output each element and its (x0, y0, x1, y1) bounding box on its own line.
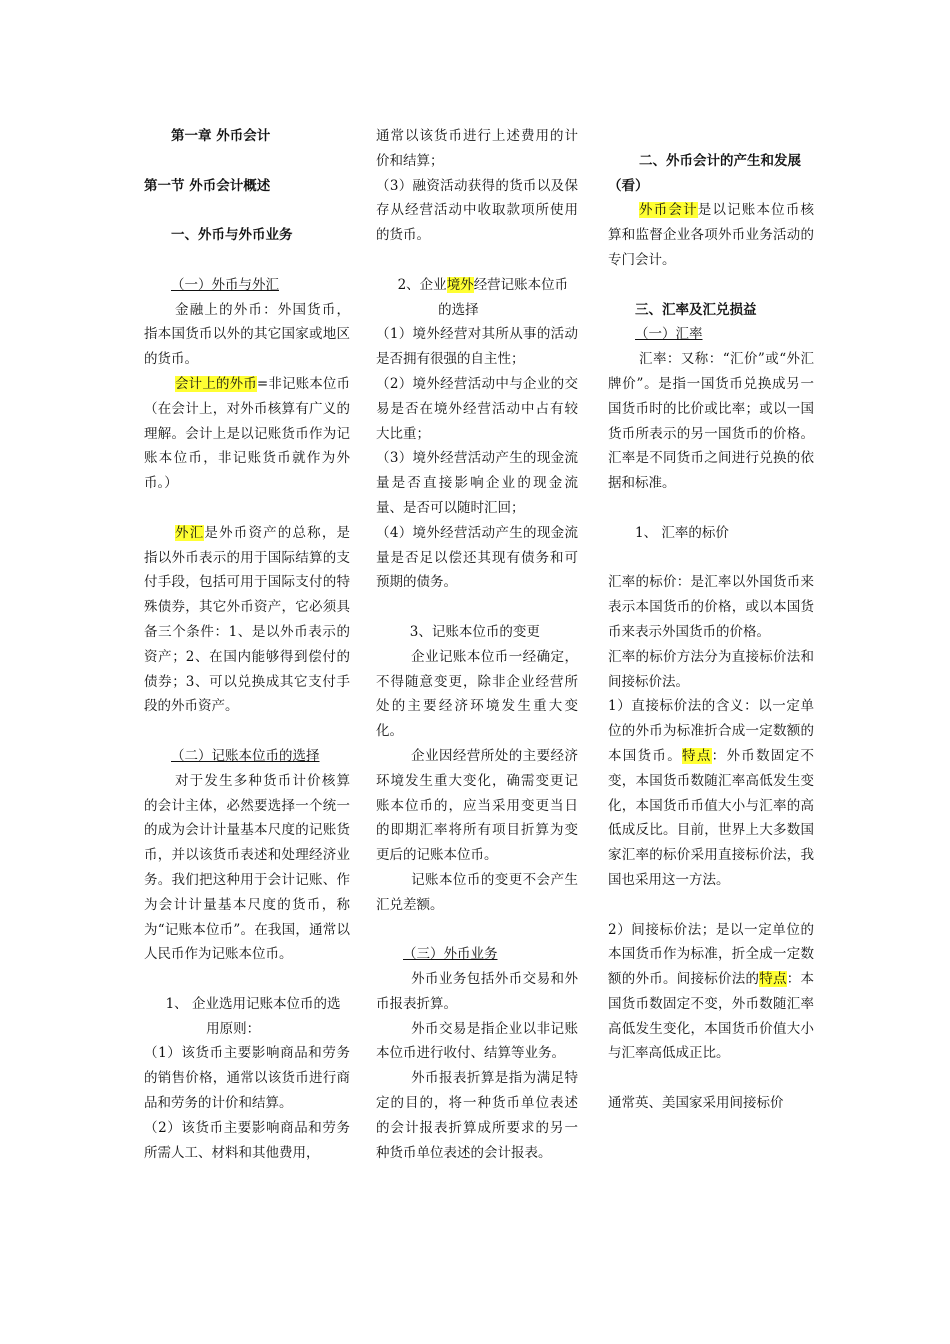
paragraph-overseas-3: （3）境外经营活动产生的现金流量是否直接影响企业的现金流量、是否可以随时汇回； (376, 450, 578, 516)
heading-1: 一、外币与外币业务 (171, 227, 293, 244)
paragraph-overseas-4: （4）境外经营活动产生的现金流量是否足以偿还其现有债务和可预期的债务。 (376, 524, 578, 591)
paragraph-uk-us: 通常英、美国家采用间接标价 (608, 1095, 784, 1112)
highlight-feature-indirect: 特点 (759, 971, 787, 988)
highlight-overseas: 境外 (446, 276, 474, 293)
list-item-quotation: 1、 汇率的标价 (635, 524, 729, 541)
subheading-foreign-business: （三）外币业务 (403, 946, 498, 963)
subheading-functional-currency: （二）记账本位币的选择 (171, 747, 320, 764)
paragraph-criterion-2: （2）该货币主要影响商品和劳务所需人工、材料和其他费用， (144, 1119, 350, 1161)
highlight-accounting-foreign-currency: 会计上的外币 (175, 375, 257, 392)
paragraph-change-3: 记账本位币的变更不会产生汇兑差额。 (376, 871, 578, 913)
highlight-feature-direct: 特点 (682, 747, 712, 764)
paragraph-financial-foreign-currency: 金融上的外币：外国货币，指本国货币以外的其它国家或地区的货币。 (144, 301, 350, 368)
paragraph-quotation: 汇率的标价：是汇率以外国货币来表示本国货币的价格，或以本国货币来表示外国货币的价格。 (608, 574, 814, 640)
list-item-overseas-operation: 2、企业境外经营记账本位币的选择 (397, 276, 569, 318)
column-1 (144, 124, 350, 1165)
paragraph-exchange-rate: 汇率：又称：“汇价”或“外汇牌价”。是指一国货币兑换成另一国货币时的比价或比率；或以一国货币所表示的另一国货币的价格。汇率是不同货币之间进行兑换的依据和标准。 (608, 351, 814, 492)
chapter-title: 第一章 外币会计 (171, 128, 271, 144)
paragraph-overseas-2: （2）境外经营活动中与企业的交易是否在境外经营活动中占有较大比重； (376, 375, 578, 442)
paragraph-criterion-3: （3）融资活动获得的货币以及保存从经营活动中收取款项所使用的货币。 (376, 177, 578, 244)
paragraph-criterion-1: （1）该货币主要影响商品和劳务的销售价格，通常以该货币进行商品和劳务的计价和结算。 (144, 1045, 350, 1112)
paragraph-change-1: 企业记账本位币一经确定，不得随意变更，除非企业经营所处的主要经济环境发生重大变化。 (376, 648, 578, 740)
highlight-foreign-accounting: 外币会计 (639, 202, 698, 219)
section-title: 第一节 外币会计概述 (144, 177, 271, 194)
paragraph-accounting-foreign-currency: 会计上的外币=非记账本位币 （在会计上，对外币核算有广义的理解。会计上是以记账货币作为记账本位币，非记账货币就作为外币。） (144, 375, 351, 492)
heading-2: 二、外币会计的产生和发展（看） (608, 152, 802, 194)
subheading-foreign-currency: （一）外币与外汇 (171, 276, 279, 293)
paragraph-continued: 通常以该货币进行上述费用的计价和结算； (376, 128, 578, 169)
subheading-exchange-rate: （一）汇率 (635, 326, 703, 343)
column-2 (376, 124, 578, 1165)
highlight-foreign-exchange: 外汇 (175, 524, 205, 541)
paragraph-quotation-methods: 汇率的标价方法分为直接标价法和间接标价法。 (608, 648, 814, 690)
paragraph-business-2: 外币交易是指企业以非记账本位币进行收付、结算等业务。 (376, 1020, 578, 1062)
paragraph-direct-quotation: 1）直接标价法的含义：以一定单位的外币为标准折合成一定数额的本国货币。特点：外币数固定不变，本国货币数随汇率高低发生变化，本国货币币值大小与汇率的高低成反比。目前，世界上大多数国家汇率的标价采用直接标价法，我国也采用这一方法。 (608, 698, 815, 888)
paragraph-business-3: 外币报表折算是指为满足特定的目的，将一种货币单位表述的会计报表折算成所要求的另一种货币单位表述的会计报表。 (376, 1070, 578, 1161)
paragraph-functional-currency: 对于发生多种货币计价核算的会计主体，必然要选择一个统一的成为会计计量基本尺度的记账货币，并以该货币表述和处理经济业务。我们把这种用于会计记账、作为会计计量基本尺度的货币，称为“记账本位币”。在我国，通常以人民币作为记账本位币。 (144, 772, 350, 963)
heading-3: 三、汇率及汇兑损益 (635, 301, 757, 318)
paragraph-foreign-accounting: 外币会计是以记账本位币核算和监督企业各项外币业务活动的专门会计。 (608, 202, 815, 268)
paragraph-foreign-exchange: 外汇是外币资产的总称，是指以外币表示的用于国际结算的支付手段，包括可用于国际支付的特殊债券，其它外币资产，它必须具备三个条件：1、是以外币表示的资产；2、在国内能够得到偿付的债券；3、可以兑换成其它支付手段的外币资产。 (144, 524, 351, 715)
paragraph-change-2: 企业因经营所处的主要经济环境发生重大变化，确需变更记账本位币的，应当采用变更当日的即期汇率将所有项目折算为变更后的记账本位币。 (376, 747, 578, 864)
paragraph-overseas-1: （1）境外经营对其所从事的活动是否拥有很强的自主性； (376, 326, 578, 368)
paragraph-indirect-quotation: 2）间接标价法；是以一定单位的本国货币作为标准，折全成一定数额的外币。间接标价法的特点：本国货币数固定不变，外币数随汇率高低发生变化，本国货币价值大小与汇率高低成正比。 (608, 921, 814, 1062)
column-3 (608, 124, 814, 1116)
paragraph-business-1: 外币业务包括外币交易和外币报表折算。 (376, 971, 578, 1012)
list-item-currency-change: 3、记账本位币的变更 (409, 623, 540, 640)
list-item-selection-principle: 1、 企业选用记账本位币的选用原则： (165, 995, 341, 1037)
